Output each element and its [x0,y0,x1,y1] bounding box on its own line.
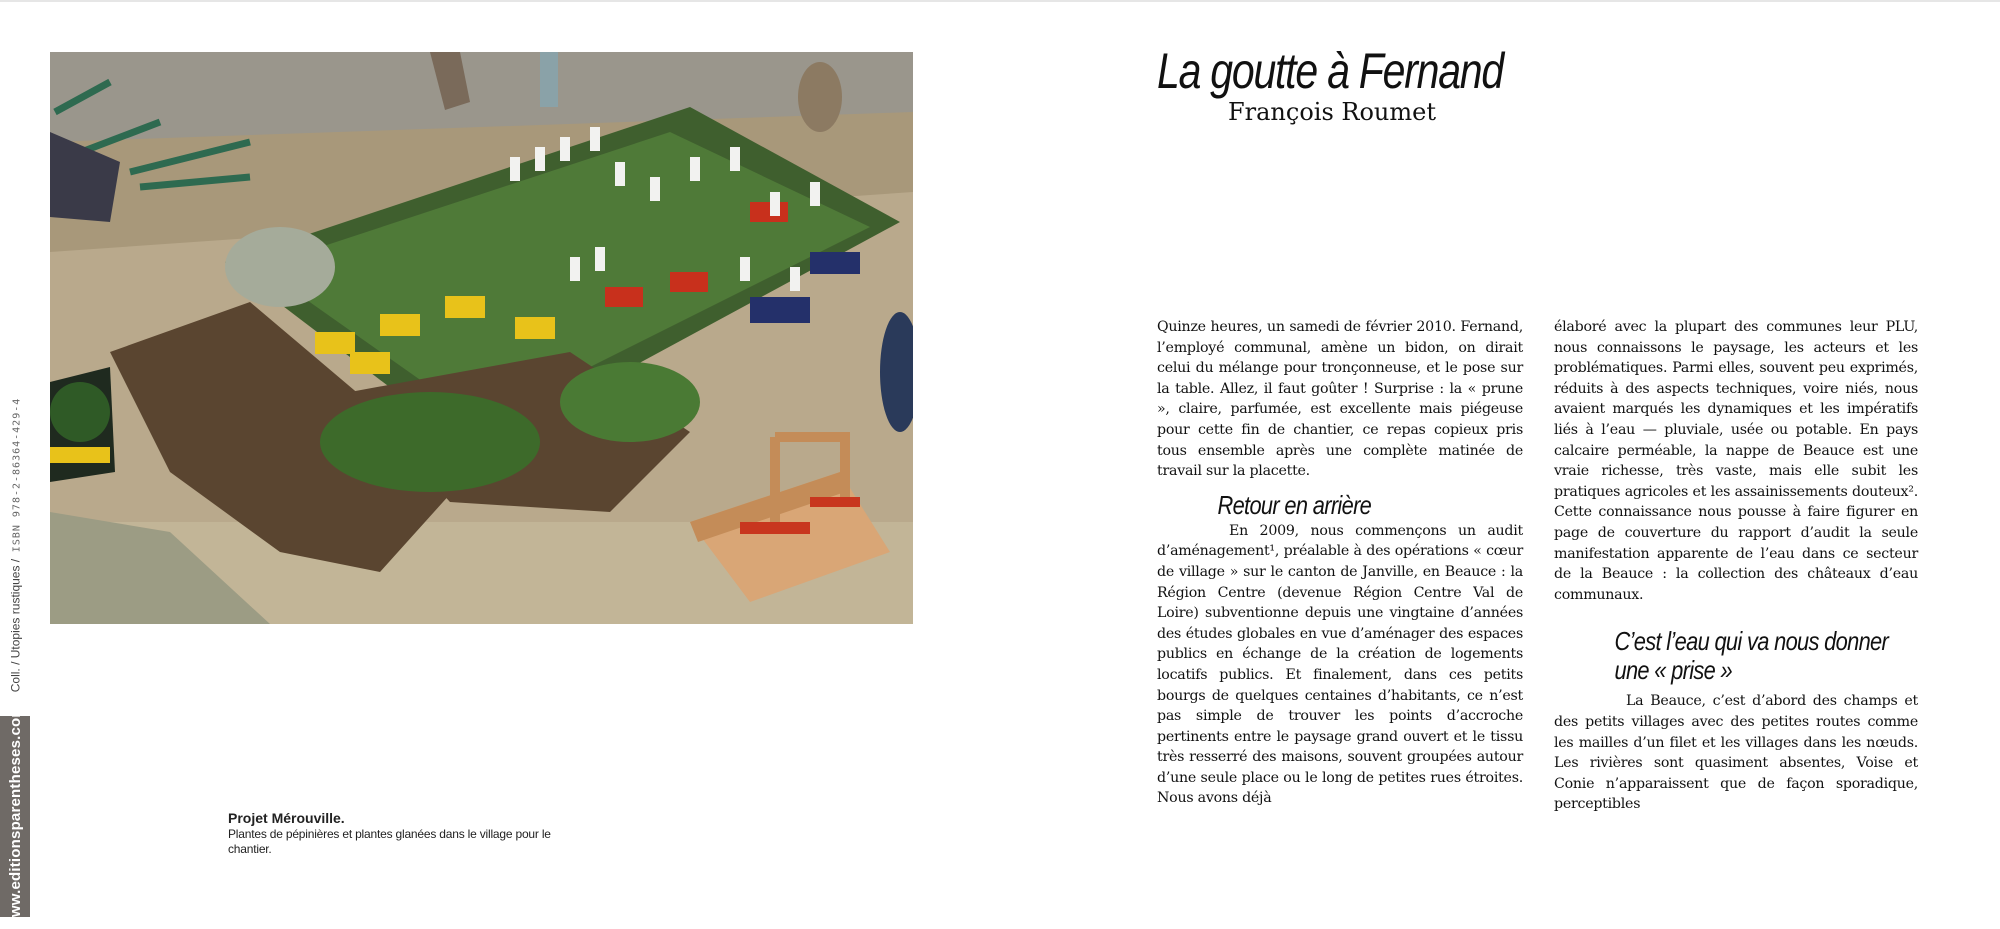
section-heading-retour: Retour en arrière [1217,489,1372,520]
paragraph-continuation: élaboré avec la plupart des communes leur PLU, nous connaissons le paysage, les acteurs et les problématiques. Parmi elles, souvent peu exprimés, réduits à des aspects techniques, voire niés, nous avaient marqués les dynamiques et les impératifs liés à l’eau — pluviale, usée ou potable. En pays calcaire perméable, la nappe de Beauce est une vraie richesse, très vaste, mais elle subit les pratiques agricoles et les assainissements douteux². Cette connaissance nous pousse à faire figurer en page de couverture du rapport d’audit la seule manifestation apparente de l’eau dans ce secteur de la Beauce : la collection des châteaux d’eau communaux. [1554,319,1918,603]
section-heading-eau-line1: C’est l’eau qui va nous donner [1614,626,1889,657]
caption-text: Plantes de pépinières et plantes glanées dans le village pour le chantier. [228,827,551,856]
paragraph-beauce: La Beauce, c’est d’abord des champs et des petits villages avec des petites routes comme les mailles d’un filet et les villages dans les nœuds. Les rivières sont quasiment absentes, Voise et Conie n’apparaissent que de façon sporadique, perceptibles [1554,693,1918,813]
caption-title: Projet Mérouville. [228,810,345,826]
text-column-right [1554,317,1918,815]
plants-illustration [50,52,913,624]
collection-text: Coll. / Utopies rustiques / [8,558,23,693]
publisher-url-strip[interactable] [0,704,30,929]
article-author: François Roumet [1228,98,1436,126]
page-top-rule [0,0,2000,2]
photo-caption [228,810,558,857]
publisher-url[interactable]: www.editionsparentheses.com [6,704,24,929]
paragraph-retour: En 2009, nous commençons un audit d’aménagement¹, préalable à des opérations « cœur de village » sur le canton de Janville, en Beauce : la Région Centre (devenue Région Centre Val de Loire) subventionne depuis une vingtaine d’années des études globales en vue d’aménager des espaces publics en échange de la création de logements locatifs publics. Et finalement, dans ces petits bourgs de quelques centaines d’habitants, ce n’est pas simple de trouver les points d’accroche pertinents entre le paysage grand ouvert et le tissu très resserré des maisons, souvent groupées autour d’une seule place ou le long de petites rues étroites. Nous avons déjà [1157,522,1523,807]
garden-photo [50,52,913,624]
isbn-text: ISBN 978-2-86364-429-4 [11,397,23,553]
section-heading-eau [1554,626,1889,686]
spine-collection-label [0,395,30,695]
text-column-left [1157,317,1523,809]
article-title: La goutte à Fernand [1157,43,1503,99]
section-heading-eau-line2: une « prise » [1614,655,1733,686]
intro-paragraph: Quinze heures, un samedi de février 2010. Fernand, l’employé communal, amène un bidon, on dirait celui du mélange pour tronçonneuse, et le pose sur la table. Allez, il faut goûter ! Surprise : la « prune », claire, parfumée, est excellente mais piégeuse pour cette fin de chantier, ce repas copieux pris tous ensemble après une complète matinée de travail sur la placette. [1157,319,1523,480]
